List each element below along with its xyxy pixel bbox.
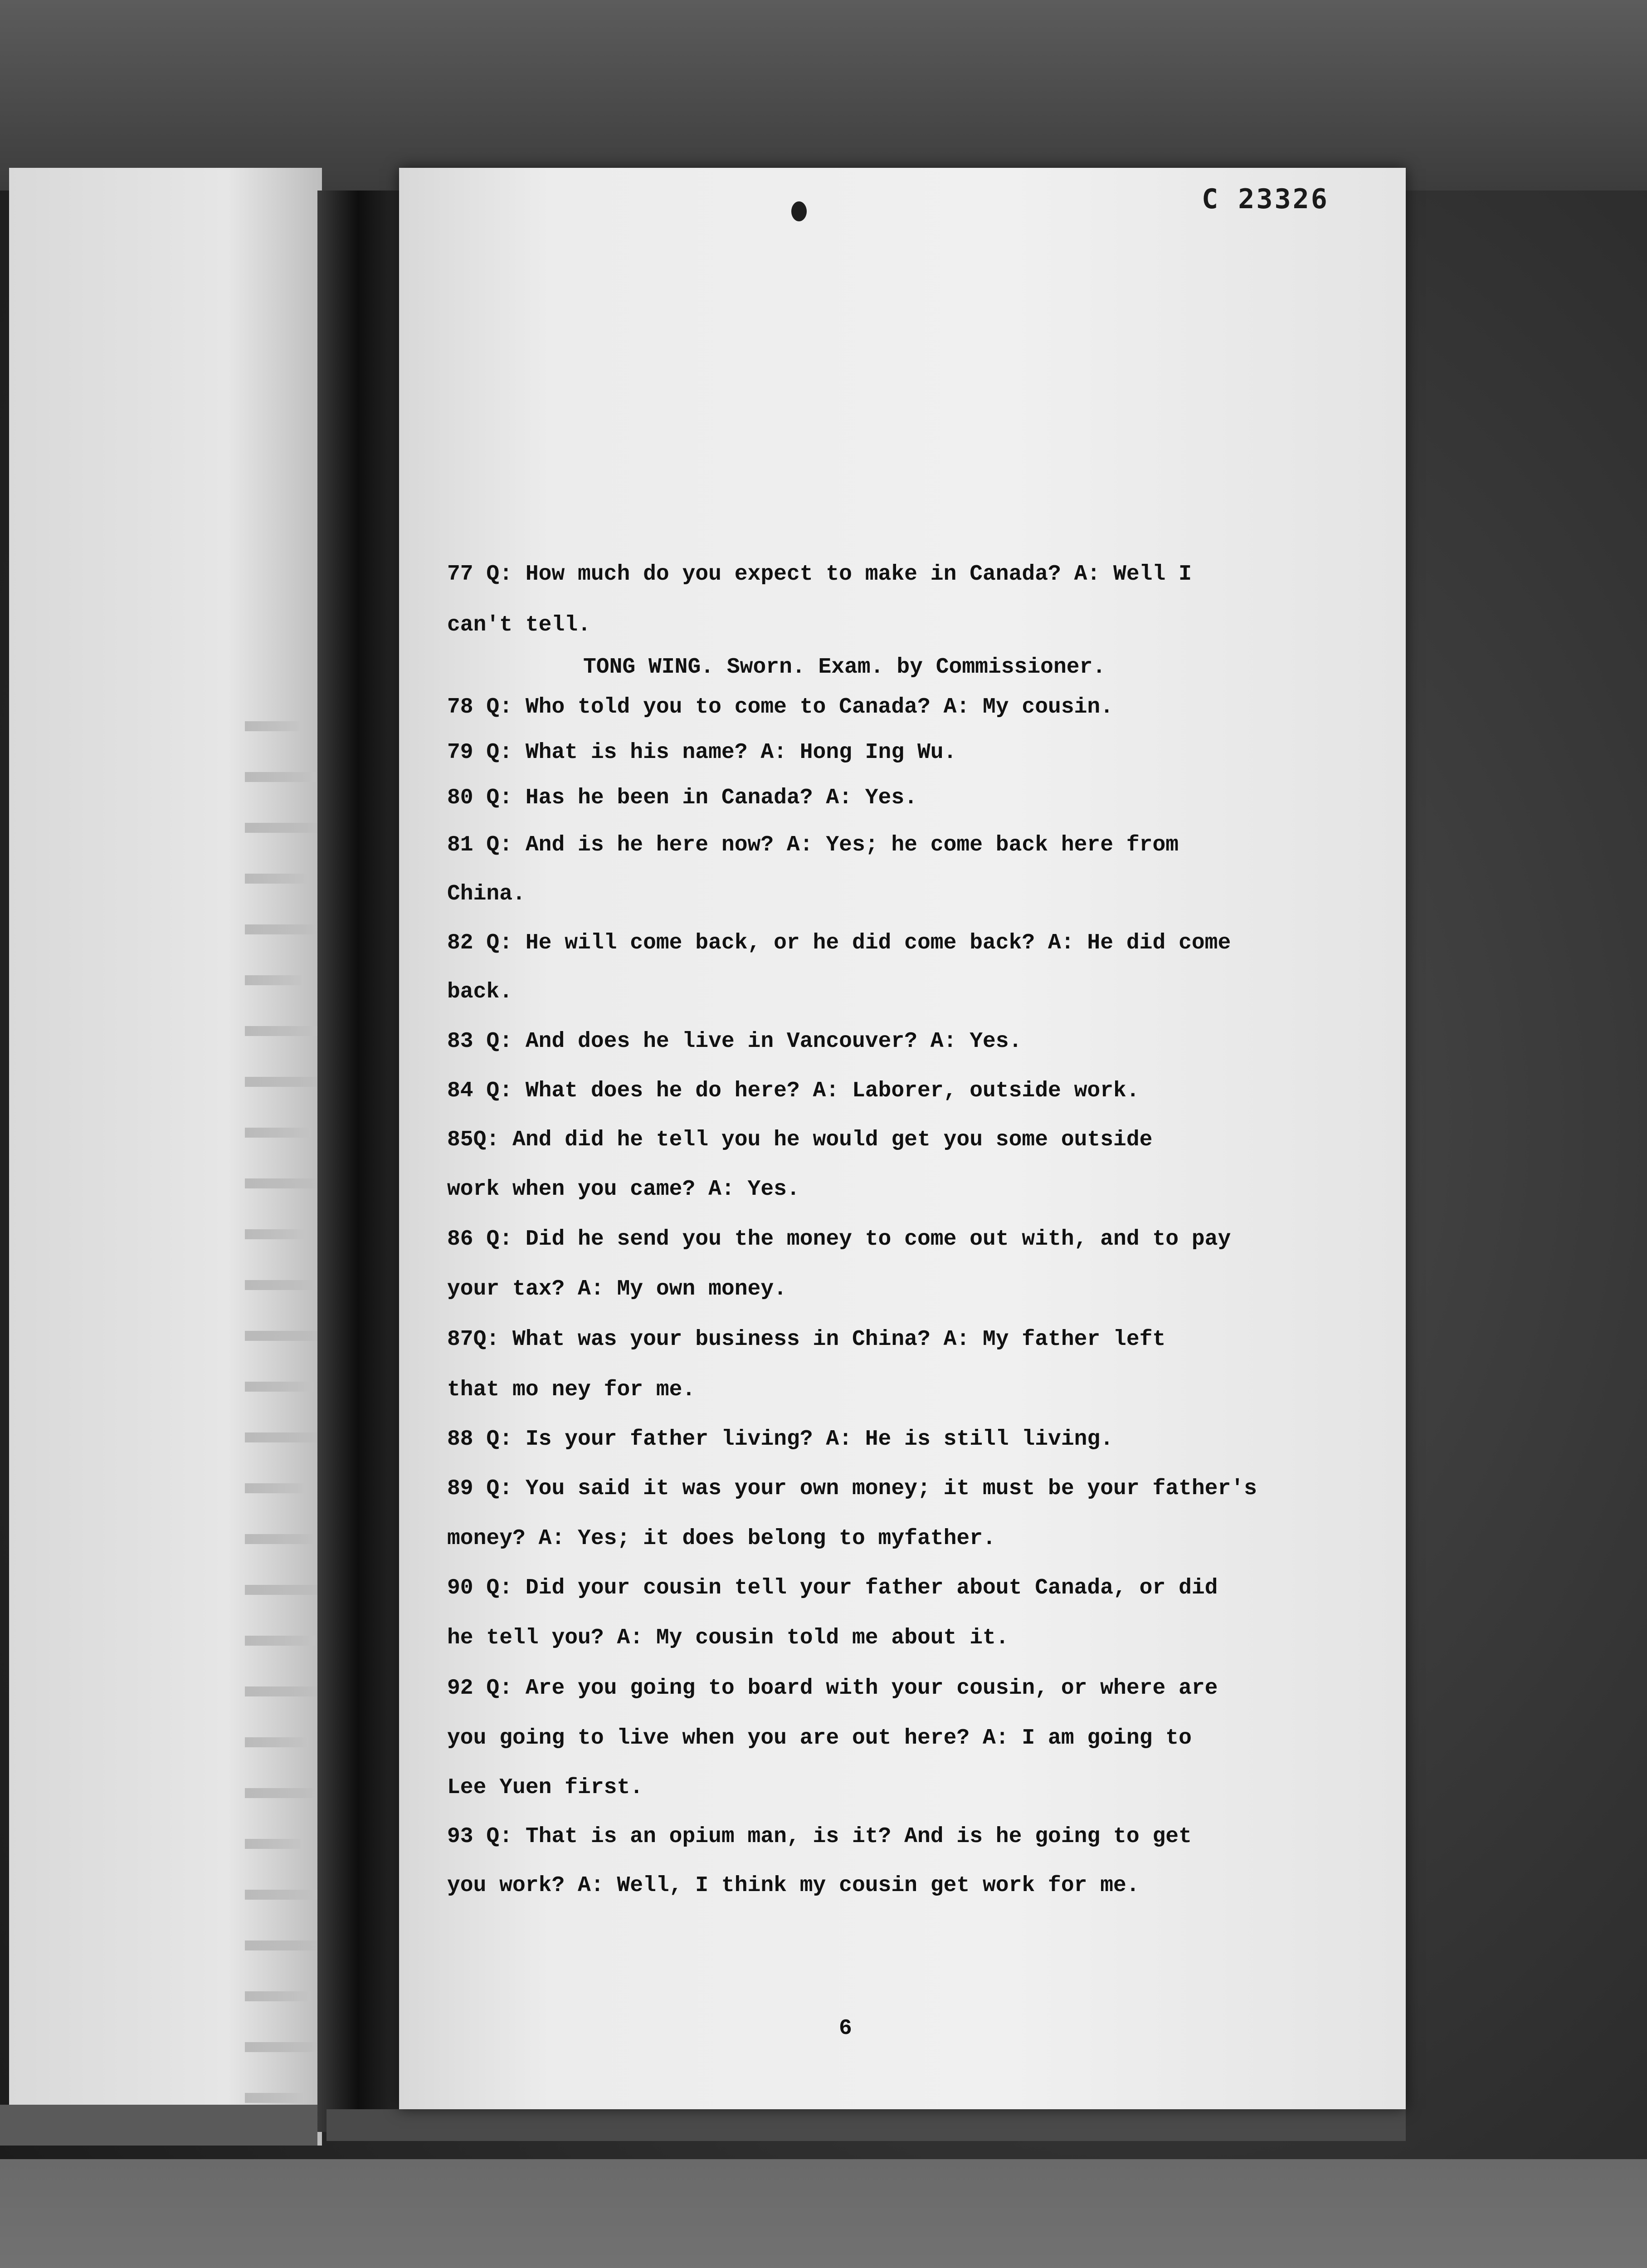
- faded-text-line: [245, 1128, 311, 1138]
- faded-text-line: [245, 1890, 318, 1900]
- faded-text-line: [245, 721, 299, 731]
- transcript-line: 87Q: What was your business in China? A: My father left: [447, 1327, 1166, 1352]
- faded-text-line: [245, 1991, 311, 2001]
- transcript-line: you work? A: Well, I think my cousin get work for me.: [447, 1873, 1140, 1898]
- page-number: 6: [839, 2016, 852, 2041]
- transcript-line: 82 Q: He will come back, or he did come back? A: He did come: [447, 931, 1231, 955]
- faded-text-line: [245, 1839, 301, 1849]
- faded-text-line: [245, 1382, 313, 1392]
- faded-text-line: [245, 1686, 326, 1696]
- transcript-line: that mo ney for me.: [447, 1378, 696, 1402]
- transcript-line: 92 Q: Are you going to board with your cousin, or where are: [447, 1676, 1218, 1701]
- faded-text-line: [245, 1788, 325, 1798]
- faded-text-line: [245, 1636, 316, 1646]
- binding-gutter: [317, 191, 408, 2132]
- transcript-line: 88 Q: Is your father living? A: He is still living.: [447, 1427, 1114, 1452]
- page-bottom-edge: [326, 2109, 1406, 2141]
- transcript-line: you going to live when you are out here? A: I am going to: [447, 1726, 1192, 1750]
- faded-text-line: [245, 1280, 321, 1290]
- witness-heading: TONG WING. Sworn. Exam. by Commissioner.: [583, 655, 1106, 679]
- transcript-line: your tax? A: My own money.: [447, 1277, 787, 1301]
- faded-text-line: [245, 874, 309, 884]
- faded-text-line: [245, 1178, 326, 1188]
- faded-text-line: [245, 1941, 326, 1950]
- transcript-line: China.: [447, 882, 526, 906]
- transcript-body: [447, 549, 1381, 1910]
- transcript-line: 84 Q: What does he do here? A: Laborer, outside work.: [447, 1079, 1140, 1103]
- transcript-line: Lee Yuen first.: [447, 1775, 643, 1800]
- transcript-line: 80 Q: Has he been in Canada? A: Yes.: [447, 786, 917, 810]
- transcript-line: 85Q: And did he tell you he would get you some outside: [447, 1128, 1153, 1152]
- faded-text-line: [245, 975, 302, 985]
- faded-text-line: [245, 1585, 326, 1595]
- transcript-line: back.: [447, 980, 513, 1004]
- transcript-line: 83 Q: And does he live in Vancouver? A: Yes.: [447, 1029, 1022, 1054]
- faded-text-line: [245, 1331, 326, 1341]
- faded-text-line: [245, 1534, 323, 1544]
- faded-text-line: [245, 823, 326, 833]
- transcript-line: 89 Q: You said it was your own money; it must be your father's: [447, 1476, 1257, 1501]
- faded-text-line: [245, 1229, 304, 1239]
- transcript-line: 86 Q: Did he send you the money to come out with, and to pay: [447, 1227, 1231, 1251]
- transcript-line: 78 Q: Who told you to come to Canada? A: My cousin.: [447, 695, 1114, 719]
- faded-text-line: [245, 2042, 326, 2052]
- transcript-line: 77 Q: How much do you expect to make in Canada? A: Well I: [447, 562, 1192, 587]
- faded-text-line: [245, 924, 326, 934]
- transcript-line: 79 Q: What is his name? A: Hong Ing Wu.: [447, 740, 957, 765]
- faded-text-line: [245, 1737, 308, 1747]
- faded-text-line: [245, 1077, 326, 1087]
- facing-page: [9, 168, 322, 2146]
- reference-number: C 23326: [1202, 183, 1329, 215]
- facing-page-edge: [0, 2105, 317, 2146]
- faded-text-line: [245, 1026, 318, 1036]
- transcript-line: work when you came? A: Yes.: [447, 1177, 800, 1202]
- transcript-line: can't tell.: [447, 613, 591, 637]
- faded-text-line: [245, 1483, 306, 1493]
- faded-text-line: [245, 772, 316, 782]
- transcript-line: he tell you? A: My cousin told me about it.: [447, 1626, 1009, 1650]
- film-top-band: [0, 0, 1647, 191]
- punch-hole: [791, 201, 807, 221]
- transcript-line: 81 Q: And is he here now? A: Yes; he come back here from: [447, 833, 1179, 857]
- faded-text-line: [245, 2093, 303, 2103]
- facing-page-faded-text: [245, 721, 326, 2182]
- transcript-line: money? A: Yes; it does belong to myfather.: [447, 1526, 996, 1551]
- transcript-line: 93 Q: That is an opium man, is it? And is he going to get: [447, 1824, 1192, 1849]
- transcript-line: 90 Q: Did your cousin tell your father about Canada, or did: [447, 1576, 1218, 1600]
- faded-text-line: [245, 1432, 326, 1442]
